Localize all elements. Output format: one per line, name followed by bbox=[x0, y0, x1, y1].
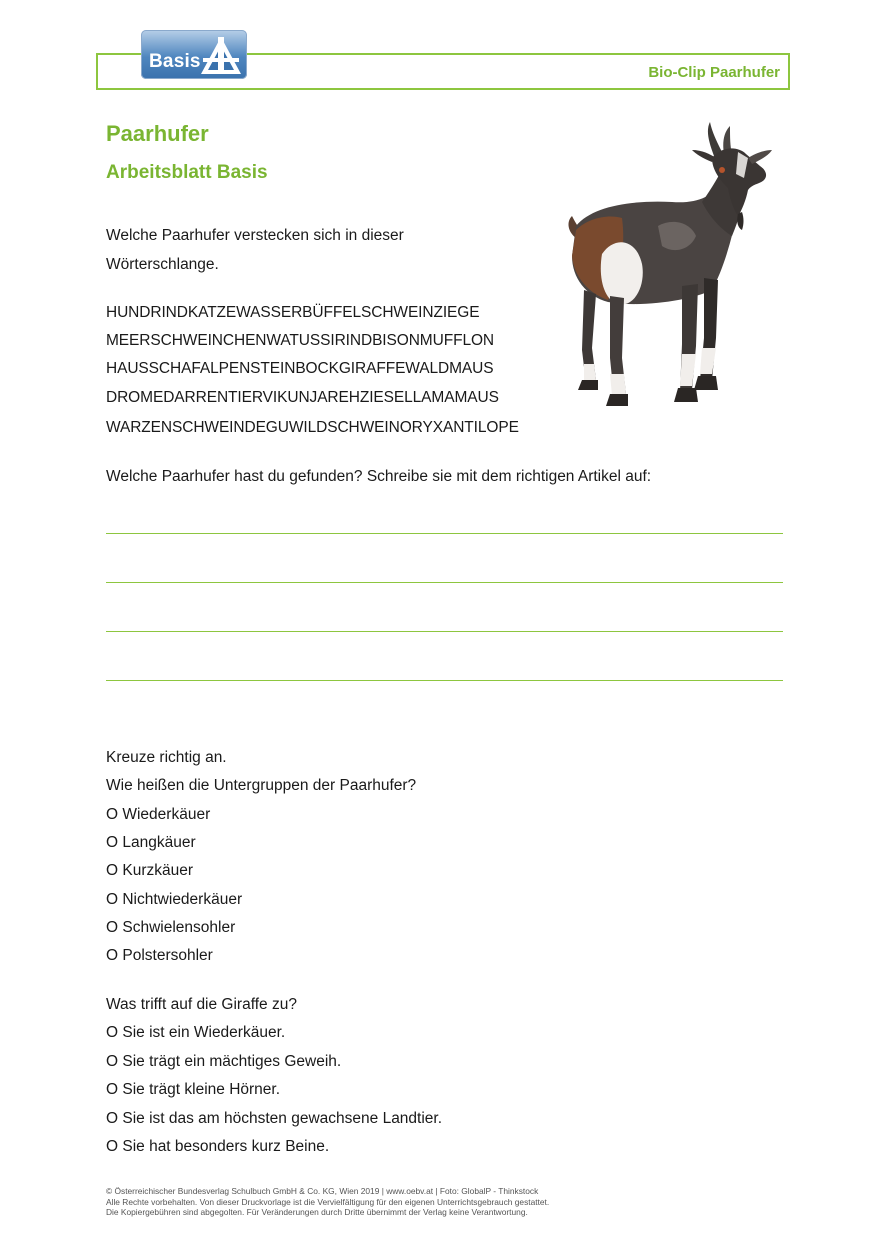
word-snake-line: MEERSCHWEINCHENWATUSSIRINDBISONMUFFLON bbox=[106, 332, 495, 349]
intro-line-2: Wörterschlange. bbox=[106, 256, 219, 273]
quiz1-question: Wie heißen die Untergruppen der Paarhufer? bbox=[106, 777, 417, 794]
footer-copyright bbox=[106, 1186, 549, 1218]
quiz2-option[interactable]: O Sie ist ein Wiederkäuer. bbox=[106, 1024, 286, 1041]
quiz1-option[interactable]: O Langkäuer bbox=[106, 834, 196, 851]
footer-line-3: Die Kopiergebühren sind abgegolten. Für Veränderungen durch Dritte übernimmt der Verlag keine Verantwortung. bbox=[106, 1207, 528, 1218]
quiz2-option[interactable]: O Sie trägt ein mächtiges Geweih. bbox=[106, 1053, 342, 1070]
goat-image bbox=[562, 118, 777, 418]
word-snake-line: WARZENSCHWEINDEGUWILDSCHWEINORYXANTILOPE bbox=[106, 419, 519, 436]
task-found-prompt: Welche Paarhufer hast du gefunden? Schreibe sie mit dem richtigen Artikel auf: bbox=[106, 468, 652, 485]
quiz1-option[interactable]: O Nichtwiederkäuer bbox=[106, 891, 243, 908]
basis-logo bbox=[141, 30, 247, 79]
answer-line[interactable] bbox=[106, 533, 783, 534]
triangle-logo-icon bbox=[199, 34, 243, 76]
page-subtitle: Arbeitsblatt Basis bbox=[106, 162, 268, 183]
word-snake-line: HAUSSCHAFALPENSTEINBOCKGIRAFFEWALDMAUS bbox=[106, 360, 494, 377]
quiz2-question: Was trifft auf die Giraffe zu? bbox=[106, 996, 297, 1013]
quiz1-option[interactable]: O Polstersohler bbox=[106, 947, 213, 964]
footer-line-1: © Österreichischer Bundesverlag Schulbuch GmbH & Co. KG, Wien 2019 | www.oebv.at | Foto: GlobalP - Thinkstock bbox=[106, 1186, 539, 1196]
quiz1-option[interactable]: O Schwielensohler bbox=[106, 919, 236, 936]
quiz1-option[interactable]: O Wiederkäuer bbox=[106, 806, 211, 823]
answer-line[interactable] bbox=[106, 582, 783, 583]
logo-text: Basis bbox=[149, 51, 201, 72]
quiz2-option[interactable]: O Sie trägt kleine Hörner. bbox=[106, 1081, 281, 1098]
answer-line[interactable] bbox=[106, 631, 783, 632]
quiz2-option[interactable]: O Sie hat besonders kurz Beine. bbox=[106, 1138, 330, 1155]
quiz1-instruction: Kreuze richtig an. bbox=[106, 749, 227, 766]
intro-line-1: Welche Paarhufer verstecken sich in dieser bbox=[106, 227, 404, 244]
word-snake-line: HUNDRINDKATZEWASSERBÜFFELSCHWEINZIEGE bbox=[106, 304, 480, 321]
quiz1-option[interactable]: O Kurzkäuer bbox=[106, 862, 194, 879]
word-snake-line: DROMEDARRENTIERVIKUNJAREHZIESELLAMAMAUS bbox=[106, 389, 499, 406]
page-title: Paarhufer bbox=[106, 121, 209, 146]
quiz2-option[interactable]: O Sie ist das am höchsten gewachsene Landtier. bbox=[106, 1110, 443, 1127]
answer-line[interactable] bbox=[106, 680, 783, 681]
footer-line-2: Alle Rechte vorbehalten. Von dieser Druckvorlage ist die Vervielfältigung für den eigenen Unterrichtsgebrauch gestattet. bbox=[106, 1196, 550, 1207]
header-title: Bio-Clip Paarhufer bbox=[648, 64, 780, 81]
